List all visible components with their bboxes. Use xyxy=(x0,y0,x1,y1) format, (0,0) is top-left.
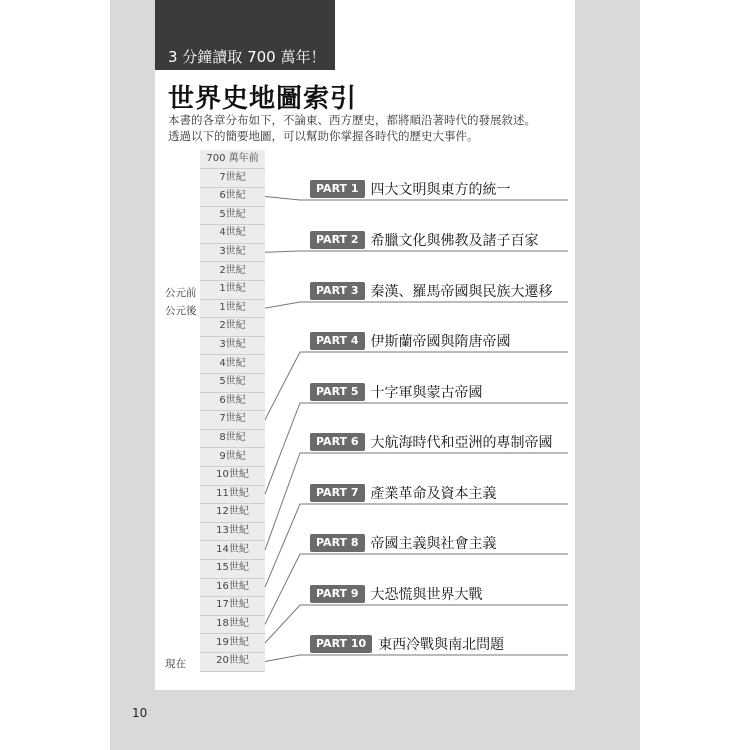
timeline-label: 11世紀 xyxy=(200,485,265,504)
part-row[interactable] xyxy=(310,229,539,249)
timeline-label: 19世紀 xyxy=(200,634,265,653)
part-title: 大航海時代和亞洲的專制帝國 xyxy=(370,434,553,451)
timeline-label: 2世紀 xyxy=(200,317,265,336)
timeline-label: 4世紀 xyxy=(200,355,265,374)
part-row[interactable] xyxy=(310,583,483,603)
timeline-label: 700 萬年前 xyxy=(200,150,265,169)
timeline-label: 13世紀 xyxy=(200,522,265,541)
part-badge: PART 6 xyxy=(310,433,365,451)
part-row[interactable] xyxy=(310,280,553,300)
part-title: 十字軍與蒙古帝國 xyxy=(370,384,483,401)
timeline-label: 14世紀 xyxy=(200,541,265,560)
timeline-label: 16世紀 xyxy=(200,578,265,597)
part-row[interactable] xyxy=(310,330,511,350)
timeline-label: 8世紀 xyxy=(200,429,265,448)
era-bc-label: 公元前 xyxy=(165,287,197,299)
timeline-label: 5世紀 xyxy=(200,373,265,392)
part-badge: PART 5 xyxy=(310,383,365,401)
part-title: 帝國主義與社會主義 xyxy=(370,535,497,552)
connector-line xyxy=(265,655,568,662)
timeline-label: 7世紀 xyxy=(200,410,265,429)
timeline-label: 20世紀 xyxy=(200,652,265,671)
part-badge: PART 2 xyxy=(310,231,365,249)
intro-line-1: 本書的各章分布如下，不論東、西方歷史，都將順沿著時代的發展敘述。 xyxy=(168,113,536,127)
part-row[interactable] xyxy=(310,381,483,401)
timeline-label: 12世紀 xyxy=(200,503,265,522)
part-title: 四大文明與東方的統一 xyxy=(370,181,511,198)
page-number: 10 xyxy=(132,706,148,720)
timeline-label: 3世紀 xyxy=(200,243,265,262)
timeline-label: 5世紀 xyxy=(200,206,265,225)
part-row[interactable] xyxy=(310,431,553,451)
timeline-label: 1世紀 xyxy=(200,280,265,299)
timeline-label: 15世紀 xyxy=(200,559,265,578)
timeline-label: 2世紀 xyxy=(200,262,265,281)
part-badge: PART 4 xyxy=(310,332,365,350)
timeline-label: 17世紀 xyxy=(200,596,265,615)
banner-text: 3 分鐘讀取 700 萬年！ xyxy=(168,48,326,66)
part-badge: PART 10 xyxy=(310,635,372,653)
timeline-label: 18世紀 xyxy=(200,615,265,634)
part-title: 產業革命及資本主義 xyxy=(370,485,497,502)
page-title: 世界史地圖索引 xyxy=(168,84,358,114)
part-title: 秦漢、羅馬帝國與民族大遷移 xyxy=(370,283,553,300)
timeline-label: 10世紀 xyxy=(200,466,265,485)
part-title: 希臘文化與佛教及諸子百家 xyxy=(370,232,539,249)
timeline-label: 1世紀 xyxy=(200,299,265,318)
part-badge: PART 9 xyxy=(310,585,365,603)
era-now-label: 現在 xyxy=(165,658,186,670)
part-badge: PART 8 xyxy=(310,534,365,552)
part-row[interactable] xyxy=(310,532,497,552)
connector-line xyxy=(265,251,568,252)
timeline-label: 7世紀 xyxy=(200,169,265,188)
part-title: 大恐慌與世界大戰 xyxy=(370,586,483,603)
timeline-label: 6世紀 xyxy=(200,187,265,206)
part-row[interactable] xyxy=(310,178,511,198)
part-title: 伊斯蘭帝國與隋唐帝國 xyxy=(370,333,511,350)
part-badge: PART 3 xyxy=(310,282,365,300)
part-row[interactable] xyxy=(310,633,504,653)
part-badge: PART 1 xyxy=(310,180,365,198)
part-badge: PART 7 xyxy=(310,484,365,502)
era-ad-label: 公元後 xyxy=(165,305,197,317)
part-row[interactable] xyxy=(310,482,497,502)
timeline-label: 3世紀 xyxy=(200,336,265,355)
intro-line-2: 透過以下的簡要地圖，可以幫助你掌握各時代的歷史大事件。 xyxy=(168,129,479,143)
timeline-label: 4世紀 xyxy=(200,224,265,243)
timeline-label: 6世紀 xyxy=(200,392,265,411)
timeline-label: 9世紀 xyxy=(200,448,265,467)
connector-line xyxy=(265,302,568,308)
part-title: 東西冷戰與南北問題 xyxy=(378,636,505,653)
